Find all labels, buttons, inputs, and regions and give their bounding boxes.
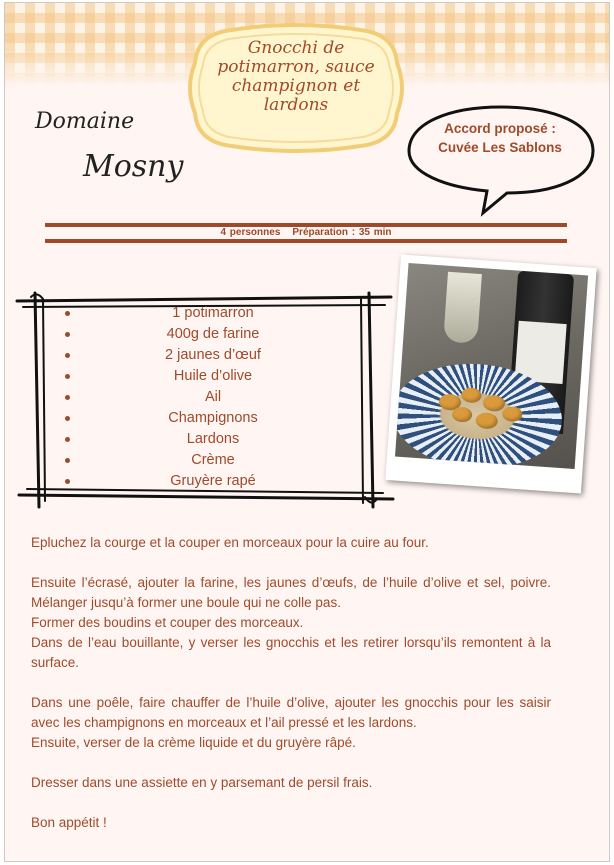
list-item: Crème [63,450,363,471]
step-paragraph: Dans de l’eau bouillante, y verser les gnocchis et les retirer lorsqu’ils remontent à la surface. [31,635,551,670]
list-item: 1 potimarron [63,303,363,324]
list-item: Ail [63,387,363,408]
header-rule-bottom [45,239,567,243]
bullet-icon [65,311,70,316]
dish-photo-image [395,263,588,469]
bullet-icon [65,458,70,463]
bullet-icon [65,374,70,379]
preparation-label: Préparation : 35 min [292,227,392,238]
list-item: Lardons [63,429,363,450]
step-paragraph: Dans une poêle, faire chauffer de l’huile d’olive, ajouter les gnocchis pour les saisir avec les champignons en morceaux et l’ail pressé et les lardons. [31,695,551,730]
step-paragraph: Former des boudins et couper des morceaux. [31,615,304,630]
bullet-icon [65,479,70,484]
bullet-icon [65,353,70,358]
wine-glass-shape [443,272,482,344]
logo-line-mosny: Mosny [83,149,184,184]
list-item: Champignons [63,408,363,429]
pairing-line1: Accord proposé : [444,121,556,136]
pairing-line2: Cuvée Les Sablons [438,140,562,155]
recipe-meta [45,227,567,239]
step-paragraph: Ensuite, verser de la crème liquide et du gruyère râpé. [31,735,356,750]
recipe-page [4,2,610,862]
list-item: Huile d’olive [63,366,363,387]
bullet-icon [65,416,70,421]
list-item: Gruyère rapé [63,471,363,492]
logo-line-domaine: Domaine [35,109,135,134]
list-item: 2 jaunes d’œuf [63,345,363,366]
recipe-title: Gnocchi de potimarron, sauce champignon et lardons [217,38,375,115]
ingredients-list [63,303,363,492]
dish-photo [385,254,596,493]
bullet-icon [65,395,70,400]
step-paragraph: Dresser dans une assiette en y parsemant de persil frais. [31,775,373,790]
bullet-icon [65,332,70,337]
servings-label: 4 personnes [220,227,281,238]
bullet-icon [65,437,70,442]
pairing-text [425,119,575,157]
domaine-mosny-logo [35,103,215,213]
closing-line: Bon appétit ! [31,815,107,830]
list-item: 400g de farine [63,324,363,345]
step-paragraph: Epluchez la courge et la couper en morceaux pour la cuire au four. [31,535,429,550]
recipe-instructions [31,533,551,833]
step-paragraph: Ensuite l’écrasé, ajouter la farine, les jaunes d’œufs, de l’huile d’olive et sel, poivre. Mélanger jusqu’à former une boule qui ne colle pas. [31,575,551,610]
